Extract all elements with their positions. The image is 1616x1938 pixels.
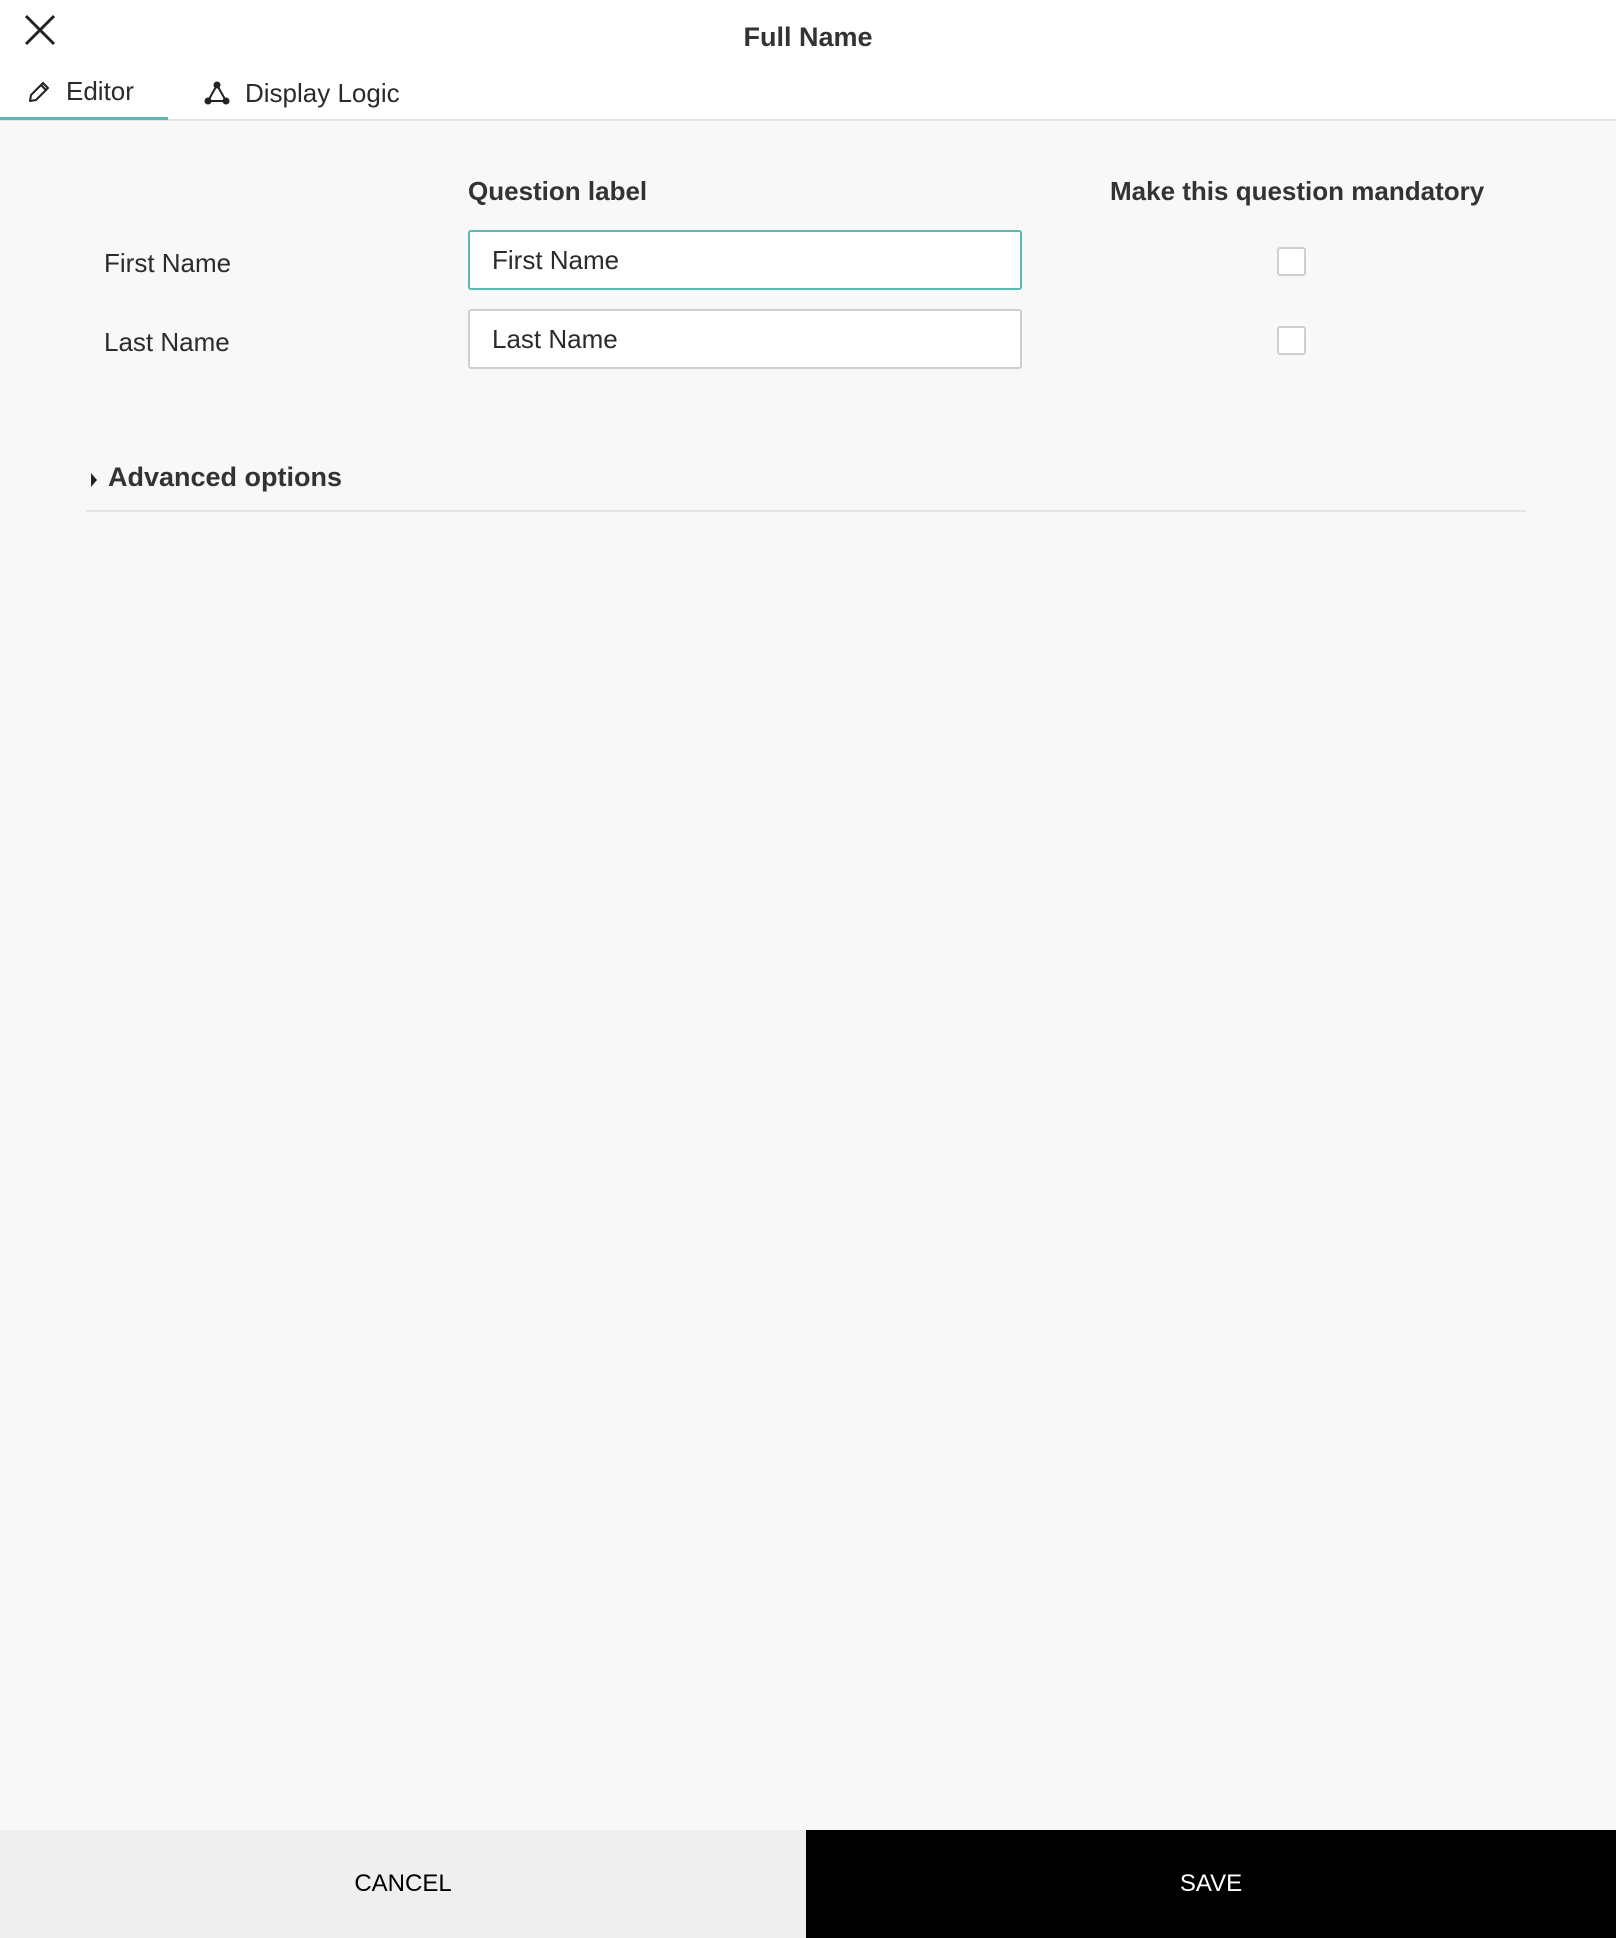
- first-name-row-label: First Name: [104, 248, 232, 278]
- save-button[interactable]: SAVE: [806, 1830, 1616, 1938]
- tab-label: Display Logic: [245, 77, 400, 108]
- tab-editor[interactable]: [0, 66, 168, 120]
- tab-label: Editor: [66, 76, 134, 106]
- caret-right-icon: [89, 472, 99, 488]
- editor-header: [0, 0, 1616, 121]
- last-name-mandatory-checkbox[interactable]: [1277, 326, 1306, 355]
- advanced-options-toggle[interactable]: [86, 456, 1526, 512]
- first-name-mandatory-checkbox[interactable]: [1277, 247, 1306, 276]
- cancel-button[interactable]: CANCEL: [0, 1830, 806, 1938]
- first-name-label-input[interactable]: [468, 230, 1022, 290]
- last-name-label-input[interactable]: [468, 309, 1022, 369]
- mandatory-column-header: Make this question mandatory: [1110, 176, 1485, 206]
- question-label-column-header: Question label: [468, 176, 648, 206]
- footer-actions: [0, 1830, 1616, 1938]
- last-name-row-label: Last Name: [104, 327, 230, 357]
- pencil-icon: [26, 79, 52, 105]
- page-title: Full Name: [743, 22, 873, 52]
- advanced-options-label: Advanced options: [108, 462, 343, 492]
- tab-display-logic[interactable]: [203, 66, 400, 120]
- logic-nodes-icon: [203, 80, 231, 106]
